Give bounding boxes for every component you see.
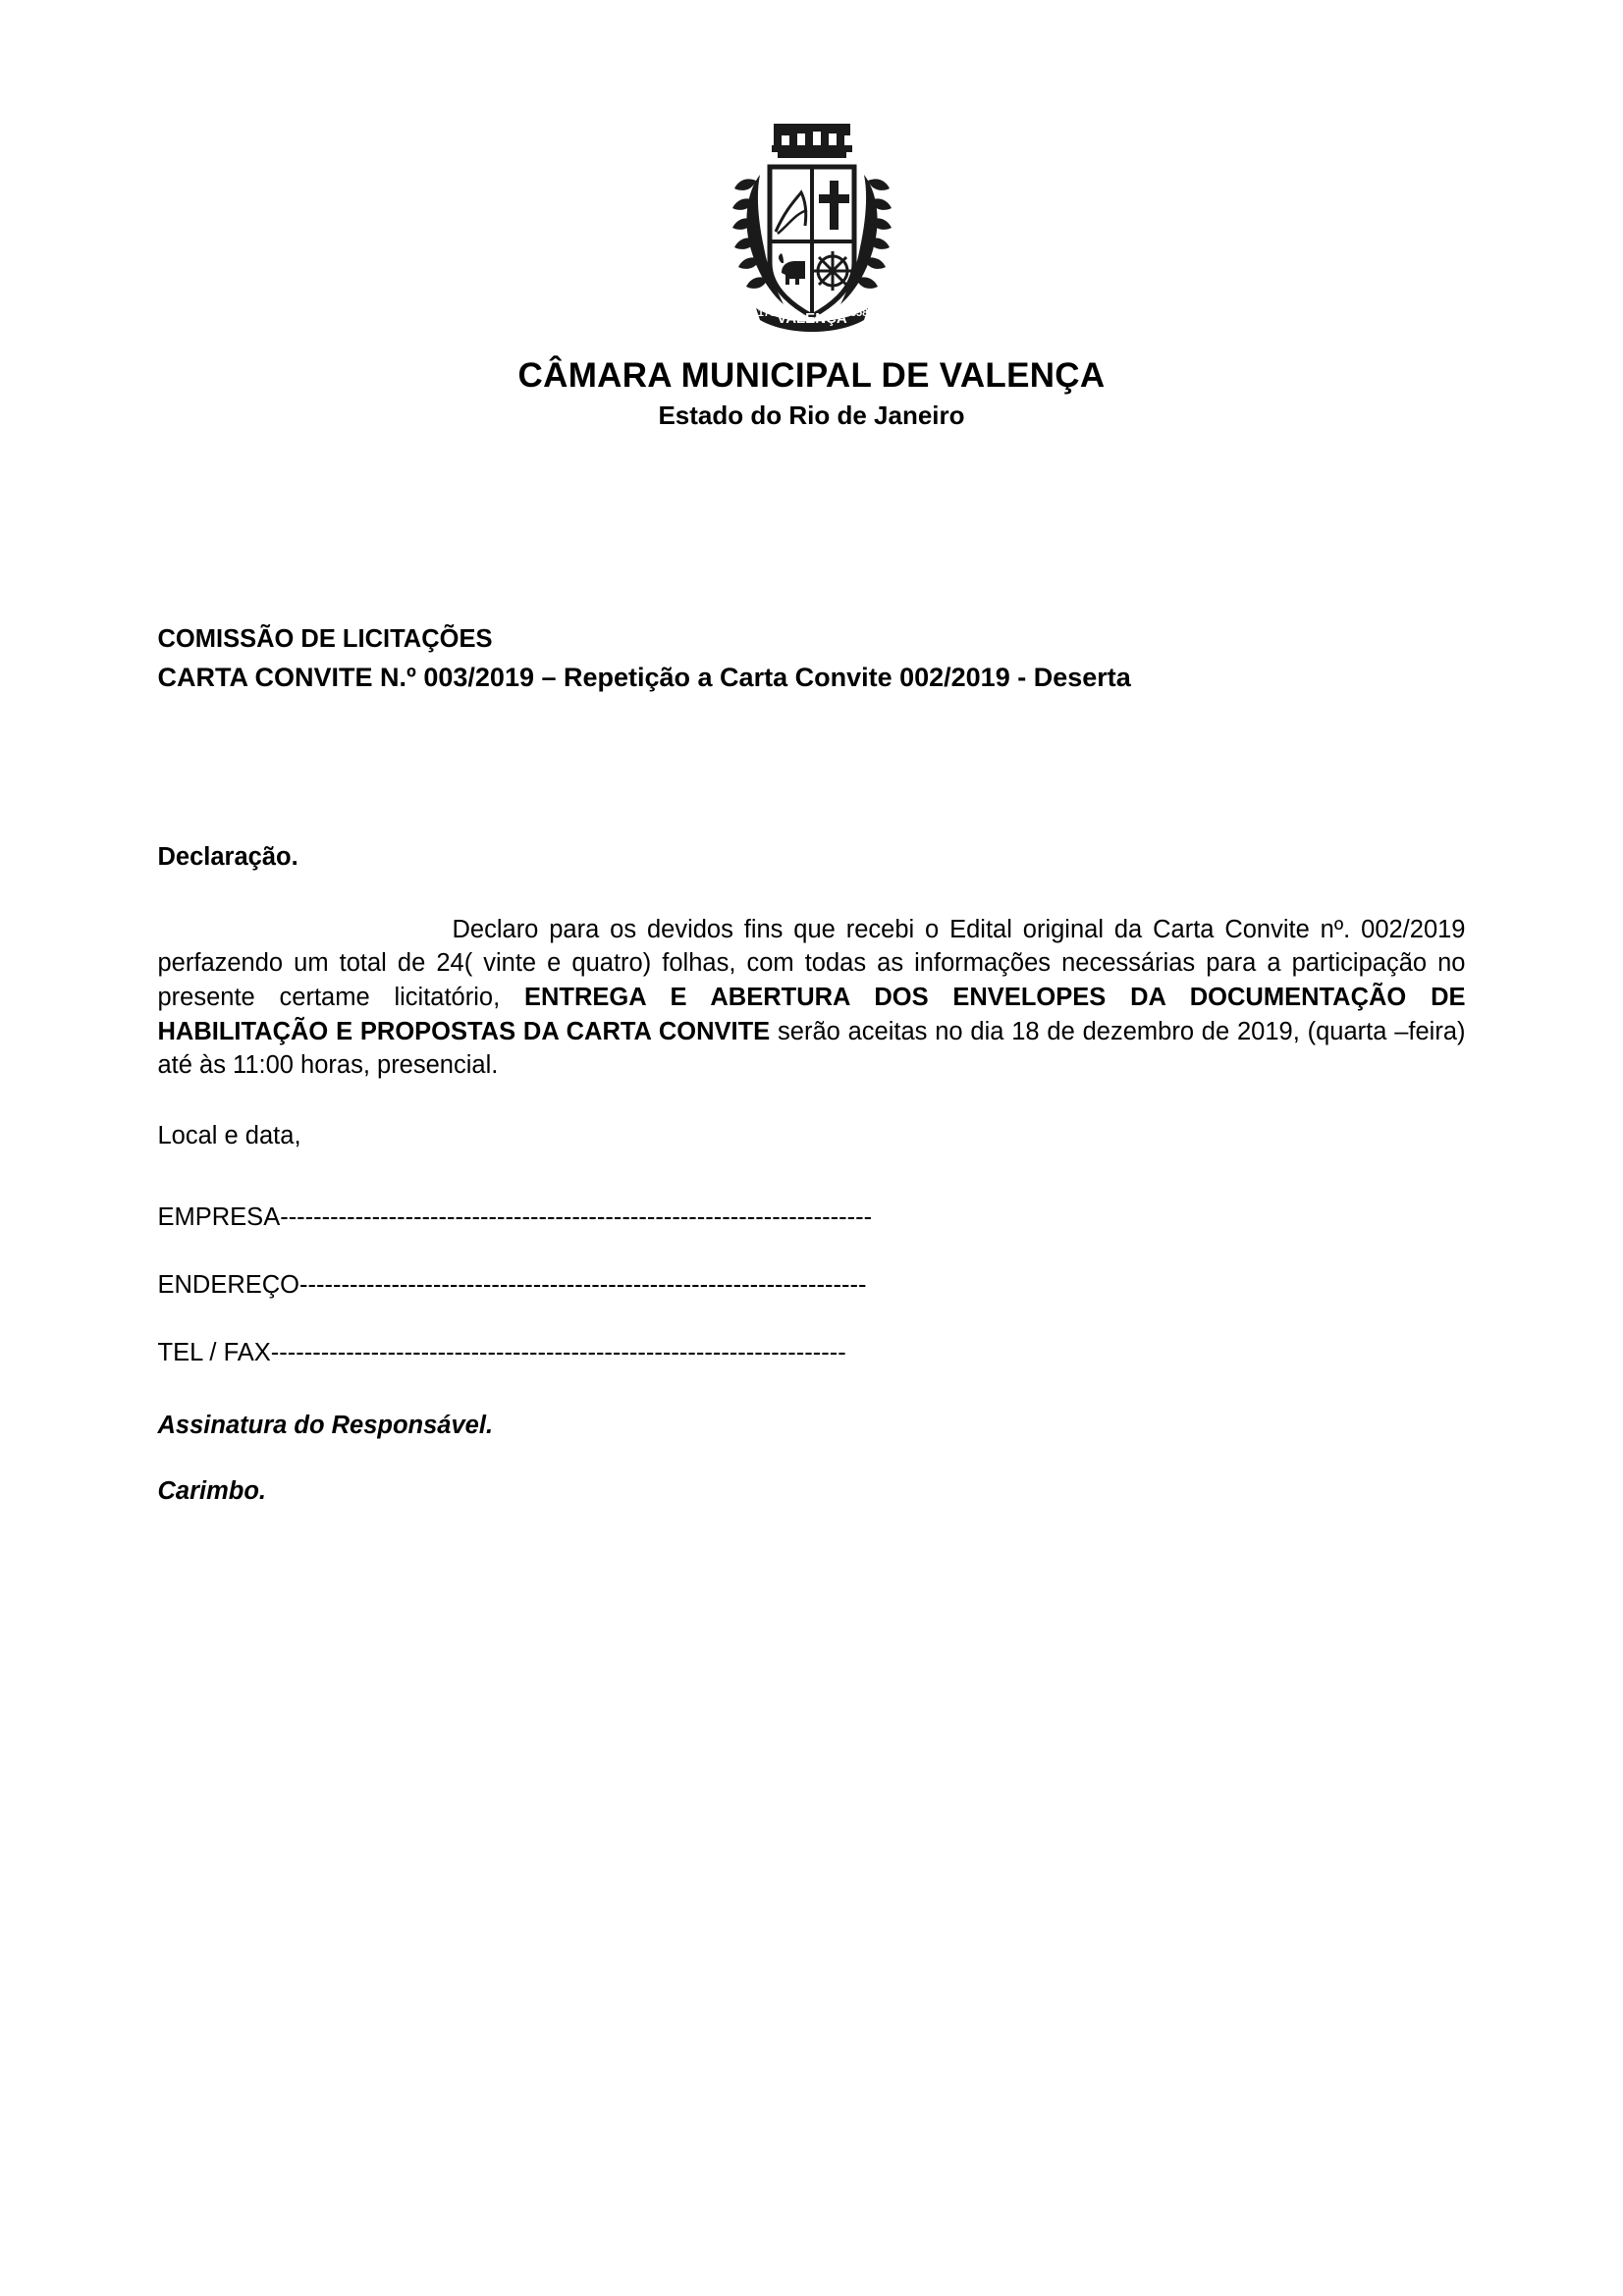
signature-label: Assinatura do Responsável. xyxy=(157,1411,494,1439)
commission-label: COMISSÃO DE LICITAÇÕES xyxy=(157,625,493,654)
declaration-paragraph xyxy=(158,913,1466,1083)
document-header xyxy=(0,0,1623,431)
field-empresa-label: EMPRESA xyxy=(157,1202,281,1231)
stamp-label: Carimbo. xyxy=(157,1476,267,1505)
paragraph-part-2: serão aceitas no dia 18 de dezembro de 2019, (quarta –feira) até às 11:00 horas, presencial. xyxy=(157,1017,1466,1080)
field-tel-fax-label: TEL / FAX xyxy=(157,1338,271,1366)
paragraph-part-1: Declaro para os devidos fins que recebi o Edital original da Carta Convite nº. 002/2019 perfazendo um total de 24( vinte e quatro) folhas, com todas as informações necessárias para a participação no presente certame licitatório, xyxy=(157,915,1466,1011)
valenca-coat-of-arms-icon xyxy=(699,116,925,347)
title-declaration-spacer xyxy=(158,696,1466,843)
document-title: CARTA CONVITE N.º 003/2019 – Repetição a Carta Convite 002/2019 - Deserta xyxy=(157,662,1131,692)
declaration-heading: Declaração. xyxy=(157,842,298,871)
fields-block xyxy=(158,1203,1466,1367)
svg-text:1789: 1789 xyxy=(757,307,782,319)
paragraph-bold-clause: ENTREGA E ABERTURA DOS ENVELOPES DA DOCUMENTAÇÃO DE HABILITAÇÃO E PROPOSTAS DA CARTA CONVITE xyxy=(157,983,1466,1045)
signature-block xyxy=(158,1412,1466,1506)
document-body xyxy=(154,623,1470,1506)
organization-subtitle: Estado do Rio de Janeiro xyxy=(658,400,965,431)
header-body-spacer xyxy=(0,431,1623,623)
field-tel-fax-dashes: --------------------------------------------------------------------- xyxy=(270,1338,846,1366)
field-empresa-dashes: ----------------------------------------------------------------------- xyxy=(280,1202,873,1231)
svg-text:VALENÇA: VALENÇA xyxy=(776,310,847,327)
field-tel-fax xyxy=(158,1339,1466,1367)
field-endereco-label: ENDEREÇO xyxy=(157,1270,300,1299)
field-endereco xyxy=(158,1271,1466,1300)
svg-text:1858: 1858 xyxy=(843,307,868,319)
local-and-date-label: Local e data, xyxy=(157,1121,301,1149)
organization-title: CÂMARA MUNICIPAL DE VALENÇA xyxy=(517,356,1106,395)
field-endereco-dashes: -------------------------------------------------------------------- xyxy=(299,1270,867,1299)
field-empresa xyxy=(158,1203,1466,1232)
